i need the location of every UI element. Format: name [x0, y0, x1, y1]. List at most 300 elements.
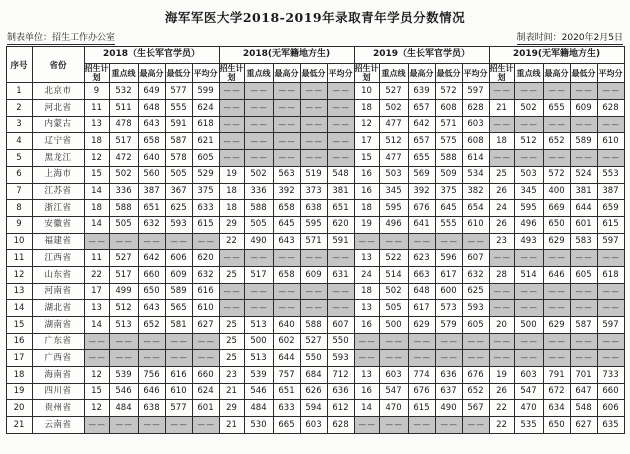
cell-value: 565	[165, 300, 192, 317]
cell-index: 2	[6, 100, 32, 117]
table-row	[6, 317, 624, 334]
cell-value: 596	[435, 250, 462, 267]
cell-value: 512	[109, 300, 138, 317]
cell-value: 655	[408, 150, 435, 167]
cell-province: 江西省	[32, 250, 84, 267]
cell-value: 22	[219, 233, 244, 250]
cell-value: 336	[244, 183, 273, 200]
cell-value: 18	[219, 183, 244, 200]
cell-value: 345	[514, 183, 543, 200]
cell-empty: — —	[489, 116, 514, 133]
cell-empty: — —	[244, 250, 273, 267]
cell-value: 392	[273, 183, 300, 200]
cell-index: 21	[6, 417, 32, 434]
cell-value: 14	[84, 183, 109, 200]
cell-value: 648	[408, 283, 435, 300]
header-group-row	[6, 47, 624, 64]
cell-value: 14	[354, 400, 379, 417]
table-row	[6, 150, 624, 167]
cell-value: 594	[300, 400, 327, 417]
cell-value: 637	[435, 383, 462, 400]
cell-province: 北京市	[32, 83, 84, 100]
cell-empty: — —	[300, 300, 327, 317]
sub-header-招生计划: 招生计划	[84, 64, 109, 83]
cell-index: 15	[6, 317, 32, 334]
cell-empty: — —	[138, 233, 165, 250]
cell-value: 600	[435, 283, 462, 300]
cell-value: 610	[192, 300, 219, 317]
table-row	[6, 266, 624, 283]
table-row	[6, 133, 624, 150]
cell-value: 603	[514, 367, 543, 384]
cell-value: 643	[138, 116, 165, 133]
cell-empty: — —	[462, 233, 489, 250]
cell-value: 573	[435, 300, 462, 317]
cell-value: 635	[597, 417, 624, 434]
cell-value: 605	[192, 150, 219, 167]
cell-value: 505	[109, 216, 138, 233]
cell-province: 四川省	[32, 383, 84, 400]
cell-value: 659	[597, 200, 624, 217]
cell-value: 29	[219, 400, 244, 417]
cell-value: 602	[273, 333, 300, 350]
cell-value: 18	[489, 133, 514, 150]
cell-value: 616	[165, 367, 192, 384]
cell-value: 13	[84, 116, 109, 133]
table-row	[6, 300, 624, 317]
cell-value: 517	[244, 266, 273, 283]
table-row	[6, 417, 624, 434]
cell-value: 774	[408, 367, 435, 384]
cell-empty: — —	[84, 350, 109, 367]
cell-value: 627	[570, 417, 597, 434]
table-row	[6, 100, 624, 117]
cell-empty: — —	[597, 283, 624, 300]
cell-index: 13	[6, 283, 32, 300]
cell-value: 560	[138, 166, 165, 183]
table-row	[6, 383, 624, 400]
cell-value: 511	[109, 100, 138, 117]
cell-province: 辽宁省	[32, 133, 84, 150]
cell-empty: — —	[327, 283, 354, 300]
cell-empty: — —	[570, 333, 597, 350]
cell-empty: — —	[244, 300, 273, 317]
cell-index: 9	[6, 216, 32, 233]
cell-value: 607	[327, 317, 354, 334]
col-header-index: 序号	[6, 47, 32, 83]
cell-value: 12	[84, 150, 109, 167]
meta-bar	[7, 30, 623, 45]
cell-index: 17	[6, 350, 32, 367]
cell-value: 553	[597, 166, 624, 183]
cell-empty: — —	[570, 83, 597, 100]
cell-value: 608	[462, 133, 489, 150]
cell-empty: — —	[300, 250, 327, 267]
cell-value: 502	[379, 100, 408, 117]
cell-value: 25	[219, 266, 244, 283]
cell-value: 636	[327, 383, 354, 400]
cell-index: 4	[6, 133, 32, 150]
cell-value: 514	[514, 266, 543, 283]
cell-value: 505	[244, 216, 273, 233]
cell-value: 547	[514, 383, 543, 400]
cell-empty: — —	[192, 233, 219, 250]
cell-value: 628	[597, 100, 624, 117]
cell-empty: — —	[244, 100, 273, 117]
cell-value: 626	[300, 383, 327, 400]
cell-value: 22	[489, 400, 514, 417]
cell-value: 502	[379, 283, 408, 300]
cell-value: 651	[327, 200, 354, 217]
cell-empty: — —	[165, 233, 192, 250]
cell-value: 345	[379, 183, 408, 200]
cell-value: 550	[300, 350, 327, 367]
cell-empty: — —	[109, 417, 138, 434]
group-header-1: 2018（生长军官学员）	[84, 47, 219, 64]
cell-value: 587	[165, 133, 192, 150]
cell-value: 577	[165, 83, 192, 100]
cell-value: 513	[244, 350, 273, 367]
sub-header-平均分: 平均分	[462, 64, 489, 83]
cell-value: 502	[514, 100, 543, 117]
cell-value: 13	[354, 300, 379, 317]
sub-header-平均分: 平均分	[327, 64, 354, 83]
cell-empty: — —	[327, 250, 354, 267]
cell-value: 591	[165, 116, 192, 133]
cell-empty: — —	[543, 350, 570, 367]
cell-empty: — —	[138, 417, 165, 434]
cell-value: 12	[354, 116, 379, 133]
cell-value: 646	[543, 266, 570, 283]
cell-value: 373	[300, 183, 327, 200]
cell-value: 571	[435, 116, 462, 133]
cell-empty: — —	[597, 83, 624, 100]
cell-province: 安徽省	[32, 216, 84, 233]
cell-value: 550	[327, 333, 354, 350]
cell-empty: — —	[435, 333, 462, 350]
cell-province: 河北省	[32, 100, 84, 117]
cell-empty: — —	[408, 333, 435, 350]
cell-value: 509	[435, 166, 462, 183]
cell-value: 642	[408, 116, 435, 133]
cell-value: 522	[379, 250, 408, 267]
cell-value: 19	[354, 216, 379, 233]
cell-value: 10	[354, 83, 379, 100]
cell-value: 18	[84, 133, 109, 150]
cell-value: 527	[109, 250, 138, 267]
cell-value: 500	[244, 333, 273, 350]
cell-value: 652	[138, 317, 165, 334]
cell-value: 621	[192, 133, 219, 150]
cell-value: 15	[84, 383, 109, 400]
cell-value: 22	[84, 266, 109, 283]
cell-empty: — —	[109, 333, 138, 350]
sub-header-最高分: 最高分	[543, 64, 570, 83]
cell-value: 623	[408, 250, 435, 267]
cell-value: 624	[192, 383, 219, 400]
cell-value: 578	[165, 150, 192, 167]
cell-value: 610	[597, 133, 624, 150]
cell-empty: — —	[435, 233, 462, 250]
cell-province: 云南省	[32, 417, 84, 434]
cell-province: 湖北省	[32, 300, 84, 317]
cell-province: 山东省	[32, 266, 84, 283]
cell-value: 657	[408, 100, 435, 117]
cell-value: 529	[192, 166, 219, 183]
cell-value: 25	[219, 317, 244, 334]
table-row	[6, 233, 624, 250]
cell-value: 605	[570, 266, 597, 283]
cell-empty: — —	[244, 150, 273, 167]
cell-empty: — —	[597, 333, 624, 350]
cell-index: 6	[6, 166, 32, 183]
cell-empty: — —	[543, 83, 570, 100]
cell-empty: — —	[597, 116, 624, 133]
cell-value: 9	[84, 83, 109, 100]
cell-empty: — —	[597, 350, 624, 367]
cell-empty: — —	[300, 133, 327, 150]
cell-province: 黑龙江	[32, 150, 84, 167]
cell-value: 21	[219, 417, 244, 434]
cell-empty: — —	[327, 300, 354, 317]
sub-header-最低分: 最低分	[570, 64, 597, 83]
cell-value: 527	[300, 333, 327, 350]
table-body	[6, 83, 624, 433]
cell-empty: — —	[514, 283, 543, 300]
cell-value: 660	[597, 383, 624, 400]
cell-value: 640	[138, 150, 165, 167]
cell-value: 382	[462, 183, 489, 200]
cell-value: 629	[408, 317, 435, 334]
cell-value: 638	[138, 400, 165, 417]
cell-empty: — —	[354, 350, 379, 367]
cell-value: 13	[354, 367, 379, 384]
cell-empty: — —	[489, 250, 514, 267]
cell-value: 16	[354, 383, 379, 400]
cell-value: 14	[84, 216, 109, 233]
cell-value: 597	[597, 317, 624, 334]
cell-value: 392	[408, 183, 435, 200]
cell-value: 733	[597, 367, 624, 384]
cell-empty: — —	[219, 100, 244, 117]
cell-index: 5	[6, 150, 32, 167]
cell-empty: — —	[273, 133, 300, 150]
cell-value: 606	[597, 400, 624, 417]
cell-empty: — —	[570, 283, 597, 300]
cell-province: 湖南省	[32, 317, 84, 334]
cell-value: 532	[109, 83, 138, 100]
group-header-3: 2019（生长军官学员）	[354, 47, 489, 64]
sub-header-最低分: 最低分	[300, 64, 327, 83]
sub-header-最高分: 最高分	[138, 64, 165, 83]
cell-empty: — —	[273, 300, 300, 317]
cell-empty: — —	[109, 350, 138, 367]
cell-empty: — —	[327, 83, 354, 100]
cell-value: 336	[109, 183, 138, 200]
cell-value: 18	[219, 200, 244, 217]
cell-empty: — —	[354, 233, 379, 250]
cell-value: 589	[570, 133, 597, 150]
cell-value: 548	[570, 400, 597, 417]
cell-value: 643	[273, 233, 300, 250]
cell-empty: — —	[489, 300, 514, 317]
cell-value: 22	[489, 417, 514, 434]
cell-value: 513	[244, 317, 273, 334]
cell-value: 597	[462, 83, 489, 100]
cell-value: 616	[192, 283, 219, 300]
cell-value: 607	[462, 250, 489, 267]
cell-value: 650	[138, 283, 165, 300]
cell-value: 644	[273, 350, 300, 367]
cell-empty: — —	[354, 333, 379, 350]
cell-value: 620	[192, 250, 219, 267]
cell-empty: — —	[84, 233, 109, 250]
cell-value: 484	[109, 400, 138, 417]
cell-value: 26	[489, 216, 514, 233]
cell-value: 632	[192, 266, 219, 283]
cell-empty: — —	[570, 300, 597, 317]
cell-value: 633	[273, 400, 300, 417]
cell-value: 555	[435, 216, 462, 233]
cell-value: 577	[165, 400, 192, 417]
cell-value: 12	[84, 367, 109, 384]
cell-value: 791	[543, 367, 570, 384]
cell-value: 609	[300, 266, 327, 283]
table-header	[6, 47, 624, 83]
cell-value: 588	[244, 200, 273, 217]
cell-value: 625	[165, 200, 192, 217]
cell-value: 470	[514, 400, 543, 417]
cell-value: 512	[379, 133, 408, 150]
cell-empty: — —	[514, 150, 543, 167]
cell-value: 603	[300, 417, 327, 434]
cell-value: 23	[219, 367, 244, 384]
cell-value: 575	[435, 133, 462, 150]
cell-value: 676	[462, 367, 489, 384]
cell-value: 655	[543, 100, 570, 117]
cell-empty: — —	[379, 333, 408, 350]
cell-empty: — —	[192, 350, 219, 367]
table-row	[6, 367, 624, 384]
cell-value: 539	[244, 367, 273, 384]
cell-value: 25	[219, 350, 244, 367]
cell-province: 浙江省	[32, 200, 84, 217]
cell-empty: — —	[514, 250, 543, 267]
cell-empty: — —	[408, 350, 435, 367]
cell-value: 563	[273, 166, 300, 183]
cell-value: 620	[327, 216, 354, 233]
cell-empty: — —	[489, 83, 514, 100]
cell-empty: — —	[300, 83, 327, 100]
cell-index: 14	[6, 300, 32, 317]
sub-header-招生计划: 招生计划	[219, 64, 244, 83]
cell-empty: — —	[543, 283, 570, 300]
cell-empty: — —	[244, 133, 273, 150]
cell-value: 555	[165, 100, 192, 117]
cell-value: 19	[219, 166, 244, 183]
cell-value: 617	[408, 300, 435, 317]
cell-value: 24	[354, 266, 379, 283]
cell-empty: — —	[165, 350, 192, 367]
cell-value: 387	[138, 183, 165, 200]
table-row	[6, 83, 624, 100]
cell-empty: — —	[244, 83, 273, 100]
cell-value: 477	[379, 116, 408, 133]
cell-value: 641	[408, 216, 435, 233]
cell-value: 601	[570, 216, 597, 233]
cell-value: 610	[165, 383, 192, 400]
cell-empty: — —	[435, 417, 462, 434]
cell-value: 660	[192, 367, 219, 384]
cell-value: 499	[109, 283, 138, 300]
cell-value: 535	[514, 417, 543, 434]
cell-value: 658	[273, 200, 300, 217]
cell-value: 517	[109, 266, 138, 283]
cell-empty: — —	[219, 250, 244, 267]
cell-value: 632	[462, 266, 489, 283]
cell-empty: — —	[597, 300, 624, 317]
cell-value: 672	[543, 383, 570, 400]
cell-value: 650	[543, 216, 570, 233]
cell-empty: — —	[570, 250, 597, 267]
cell-empty: — —	[244, 283, 273, 300]
cell-value: 490	[435, 400, 462, 417]
cell-value: 658	[138, 133, 165, 150]
cell-value: 629	[543, 317, 570, 334]
cell-index: 1	[6, 83, 32, 100]
cell-value: 651	[273, 383, 300, 400]
meta-prepared-by: 制表单位：招生工作办公室	[7, 30, 115, 45]
cell-value: 15	[84, 166, 109, 183]
cell-empty: — —	[597, 250, 624, 267]
cell-empty: — —	[273, 283, 300, 300]
cell-province: 广东省	[32, 333, 84, 350]
cell-value: 625	[462, 283, 489, 300]
cell-empty: — —	[379, 417, 408, 434]
cell-value: 701	[570, 367, 597, 384]
cell-value: 593	[165, 216, 192, 233]
cell-value: 519	[300, 166, 327, 183]
cell-value: 618	[597, 266, 624, 283]
group-header-4: 2019(无军籍地方生)	[489, 47, 624, 64]
cell-empty: — —	[489, 350, 514, 367]
cell-value: 593	[327, 350, 354, 367]
cell-empty: — —	[219, 300, 244, 317]
cell-value: 26	[489, 183, 514, 200]
cell-value: 484	[244, 400, 273, 417]
cell-empty: — —	[514, 333, 543, 350]
cell-value: 367	[165, 183, 192, 200]
cell-index: 7	[6, 183, 32, 200]
sub-header-平均分: 平均分	[192, 64, 219, 83]
score-table	[6, 46, 625, 434]
cell-index: 18	[6, 367, 32, 384]
cell-value: 654	[462, 200, 489, 217]
cell-value: 609	[165, 266, 192, 283]
cell-value: 527	[379, 83, 408, 100]
cell-value: 684	[300, 367, 327, 384]
cell-value: 603	[462, 116, 489, 133]
cell-empty: — —	[354, 417, 379, 434]
cell-empty: — —	[514, 83, 543, 100]
cell-empty: — —	[570, 150, 597, 167]
sub-header-招生计划: 招生计划	[489, 64, 514, 83]
cell-empty: — —	[327, 150, 354, 167]
cell-value: 591	[327, 233, 354, 250]
cell-value: 18	[84, 200, 109, 217]
cell-empty: — —	[84, 333, 109, 350]
cell-empty: — —	[543, 116, 570, 133]
